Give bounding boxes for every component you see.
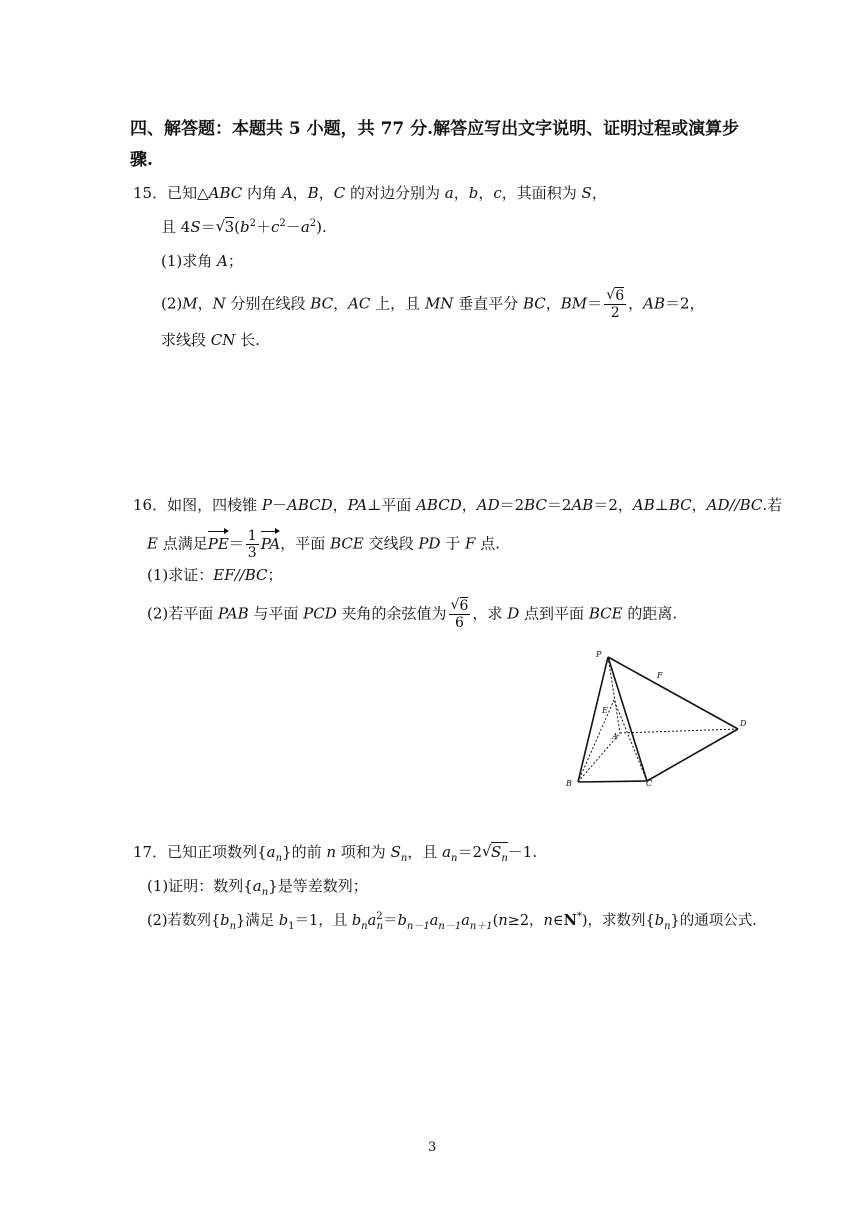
q15-text: 求线段 <box>161 331 211 349</box>
q15-text: 长. <box>235 331 260 349</box>
q17-var: a <box>442 843 452 861</box>
q15-var: b <box>240 218 250 236</box>
q15-text: ， <box>628 294 644 313</box>
q16-text: ⊥平面 <box>367 496 417 514</box>
q17-text: }的通项公式. <box>670 913 757 929</box>
edge-CE <box>614 700 647 781</box>
edge-BE <box>578 700 614 782</box>
edge-CD <box>647 729 738 781</box>
q17-text: 项和为 <box>336 843 391 861</box>
q16-var: E <box>147 534 158 553</box>
q15-var: a <box>444 184 454 202</box>
q15-text: 垂直平分 <box>453 294 523 313</box>
q16-text: ⊥ <box>654 496 669 514</box>
q16-var: PD <box>418 534 441 553</box>
q15-text: ， <box>545 294 561 313</box>
q15-var: S <box>581 184 592 202</box>
fraction-numerator <box>604 288 626 305</box>
q15-var: BM <box>560 294 588 313</box>
q17-text: }满足 <box>236 913 279 929</box>
q17-var: n <box>543 913 553 929</box>
q16-var: D <box>507 604 520 623</box>
q15-text: ， <box>333 294 349 313</box>
q17-sub: n <box>275 853 283 864</box>
q17-text: ( <box>492 913 499 929</box>
q15-text: ＝ <box>587 294 603 313</box>
q15-part2-ask <box>161 330 260 350</box>
q16-text: ， <box>691 496 707 514</box>
q17-var: a <box>266 843 276 861</box>
q16-var: PCD <box>303 604 337 623</box>
fraction-numerator <box>449 598 471 615</box>
fraction-denominator: 6 <box>455 615 464 631</box>
q15-text: (2) <box>161 294 183 313</box>
q16-text: .若 <box>762 496 783 514</box>
q17-sub: n <box>376 920 384 932</box>
q15-var: AB <box>643 294 665 313</box>
q16-var: EF <box>213 566 235 584</box>
q16-stem-line2 <box>147 528 500 561</box>
q16-text: ； <box>267 566 283 584</box>
q16-text: 的距离. <box>622 604 678 623</box>
q15-text: 的对边分别为 <box>345 184 445 202</box>
q17-sub: n－1 <box>438 920 462 932</box>
section-title-continued: 骤. <box>130 150 153 170</box>
q16-var: BC <box>668 496 692 514</box>
q17-sub: n <box>361 920 368 932</box>
q15-text: ， <box>478 184 494 202</box>
label-A: A <box>612 732 618 741</box>
edge-BC <box>578 781 647 782</box>
q17-var: n <box>498 913 508 929</box>
q17-part2 <box>147 911 757 931</box>
q15-var: CN <box>210 331 236 349</box>
q17-text: (2)若数列{ <box>147 913 221 929</box>
q15-var: A <box>281 184 293 202</box>
q16-text: ，求 <box>472 604 508 623</box>
q17-var: b <box>278 913 289 929</box>
q16-text: 点满足 <box>157 534 208 553</box>
q17-text: ，且 <box>407 843 443 861</box>
q17-text: ＝ <box>383 913 398 929</box>
q16-var: AB <box>632 496 655 514</box>
q15-exp: 2 <box>279 218 286 229</box>
q15-text: ＝ <box>200 218 216 236</box>
q16-text: ＝2 <box>546 496 572 514</box>
sqrt-symbol <box>482 842 508 862</box>
vector-PE: PE <box>207 534 229 553</box>
q15-text: (1)求角 <box>161 252 218 270</box>
fraction <box>604 288 626 321</box>
q16-number: 16． <box>133 496 168 514</box>
q15-text: 上，且 <box>370 294 425 313</box>
q17-sub: n <box>261 887 269 898</box>
q15-var: N <box>212 294 226 313</box>
sqrt-symbol <box>216 217 235 237</box>
q17-sub: n＋1 <box>469 920 493 932</box>
q17-sub: n <box>664 920 671 932</box>
label-B: B <box>566 779 572 788</box>
q15-part2 <box>161 288 705 321</box>
q15-var: B <box>307 184 319 202</box>
q17-text: －1. <box>507 843 538 861</box>
q16-text: ＝ <box>228 534 244 553</box>
q17-text: ＝2 <box>457 843 483 861</box>
q15-var: M <box>182 294 198 313</box>
page-number: 3 <box>428 1140 437 1155</box>
q17-sub: n <box>451 853 458 864</box>
q15-text: 内角 <box>242 184 282 202</box>
q15-exp: 2 <box>249 218 256 229</box>
fraction-denominator: 2 <box>610 305 620 321</box>
q17-sub: 1 <box>288 920 295 932</box>
q17-sub: n <box>400 853 408 864</box>
q16-var: AD <box>706 496 730 514</box>
q16-text: ＝2 <box>499 496 525 514</box>
q15-part1 <box>161 251 243 271</box>
q16-text: ，平面 <box>280 534 331 553</box>
edge-AD <box>620 729 738 733</box>
q16-var: PAB <box>218 604 249 623</box>
q15-text: 分别在线段 <box>225 294 311 313</box>
q15-var: c <box>493 184 502 202</box>
q17-var: b <box>654 913 665 929</box>
q17-var: b <box>351 913 362 929</box>
q15-stem <box>133 183 607 203</box>
q15-text: ， <box>453 184 469 202</box>
q15-var: c <box>271 218 280 236</box>
q16-text: 点到平面 <box>519 604 589 623</box>
q16-text: (2)若平面 <box>147 604 219 623</box>
q17-stem <box>133 842 537 862</box>
q15-text: － <box>285 218 301 236</box>
q15-text: ＝2， <box>664 294 705 313</box>
q15-text: ( <box>234 218 241 236</box>
q16-var: BC <box>739 496 763 514</box>
q17-var: a <box>367 913 377 929</box>
q17-var: a <box>461 913 470 929</box>
label-D: D <box>740 719 747 728</box>
q16-text: (1)求证： <box>147 566 214 584</box>
q16-text: 交线段 <box>363 534 419 553</box>
q15-var: MN <box>424 294 454 313</box>
sqrt-symbol <box>606 288 624 304</box>
q15-exp: 2 <box>309 218 317 229</box>
q17-sup: 2 <box>376 911 383 923</box>
q16-stem-line1 <box>133 495 782 515</box>
q15-var: C <box>333 184 346 202</box>
fraction-denominator: 3 <box>247 545 257 561</box>
label-E: E <box>602 706 608 715</box>
q16-var: BC <box>524 496 547 514</box>
q15-sqrt-arg: 3 <box>224 218 235 236</box>
q16-text: 夹角的余弦值为 <box>336 604 447 623</box>
q16-text: － <box>271 496 287 514</box>
label-C: C <box>646 779 653 788</box>
q17-sub: n <box>229 920 237 932</box>
label-P: P <box>596 650 602 659</box>
edge-PA <box>608 657 620 733</box>
q16-var: F <box>465 534 476 553</box>
q17-sub: n－1 <box>406 920 430 932</box>
q16-text: ， <box>461 496 477 514</box>
q15-var: S <box>190 218 201 236</box>
q15-text: ＋ <box>256 218 272 236</box>
q17-var: n <box>326 843 337 861</box>
q15-text: ， <box>292 184 308 202</box>
q16-text: 点. <box>475 534 500 553</box>
q15-text: ； <box>227 252 243 270</box>
q15-text: ， <box>591 184 607 202</box>
q16-text: ， <box>332 496 348 514</box>
q17-text: }的前 <box>282 843 327 861</box>
q15-text: ). <box>316 218 327 236</box>
q16-var: ABCD <box>416 496 462 514</box>
fraction <box>449 598 471 631</box>
q15-var: BC <box>310 294 334 313</box>
vector-PA: PA <box>260 534 281 553</box>
q15-var: b <box>468 184 479 202</box>
q17-text: (1)证明：数列{ <box>147 877 253 895</box>
q16-var: BC <box>244 566 268 584</box>
q17-set-N: N <box>563 912 577 929</box>
q17-var: a <box>429 913 439 929</box>
q17-number: 17． <box>133 843 168 861</box>
q15-var: AC <box>348 294 371 313</box>
q15-var: a <box>300 218 310 236</box>
q16-var: BCE <box>588 604 623 623</box>
q15-text: ， <box>197 294 213 313</box>
sqrt-arg: 6 <box>615 288 625 304</box>
q17-var: a <box>252 877 262 895</box>
q15-stem-text: 已知△ <box>167 184 209 202</box>
q16-var: AD <box>476 496 500 514</box>
sqrt-arg: 6 <box>459 598 469 614</box>
fraction-numerator: 1 <box>247 528 257 544</box>
q16-var: AB <box>571 496 594 514</box>
q17-text: ＝1，且 <box>294 913 352 929</box>
q16-text: // <box>729 496 740 514</box>
q15-text: 且 4 <box>161 218 191 236</box>
q15-number: 15． <box>133 184 168 202</box>
q16-part2 <box>147 598 677 631</box>
q16-text: // <box>234 566 245 584</box>
q17-text: ∈ <box>552 913 564 929</box>
label-F: F <box>657 671 663 680</box>
q16-var: ABCD <box>286 496 333 514</box>
q17-var: b <box>397 913 407 929</box>
q15-text: ，其面积为 <box>501 184 582 202</box>
q17-var: S <box>390 843 401 861</box>
q16-part1 <box>147 565 283 585</box>
fraction <box>246 528 259 561</box>
q17-part1 <box>147 876 368 896</box>
q16-text: 于 <box>440 534 466 553</box>
q15-var: BC <box>522 294 546 313</box>
q17-text: ≥2， <box>507 913 544 929</box>
q17-text: 已知正项数列{ <box>167 843 267 861</box>
pyramid-figure <box>560 645 760 795</box>
section-title: 四、解答题：本题共 5 小题，共 77 分.解答应写出文字说明、证明过程或演算步 <box>130 119 740 139</box>
q17-sub: n <box>501 853 508 864</box>
q17-var: b <box>220 913 230 929</box>
q16-text: 如图，四棱锥 <box>167 496 262 514</box>
edge-PB <box>578 657 608 782</box>
q17-text: )，求数列{ <box>581 913 655 929</box>
q16-var: PA <box>347 496 368 514</box>
q17-text: }是等差数列； <box>268 877 368 895</box>
q16-text: ＝2， <box>593 496 633 514</box>
sqrt-symbol <box>451 598 469 614</box>
sqrt-arg <box>491 842 508 864</box>
q15-var: ABC <box>208 184 243 202</box>
q15-var: A <box>217 252 228 270</box>
q17-var: S <box>491 843 502 861</box>
q16-text: 与平面 <box>248 604 304 623</box>
q16-var: BCE <box>330 534 364 553</box>
q15-text: ， <box>318 184 334 202</box>
q16-var: P <box>261 496 272 514</box>
q15-condition <box>161 217 327 237</box>
q17-sup: * <box>576 911 582 923</box>
